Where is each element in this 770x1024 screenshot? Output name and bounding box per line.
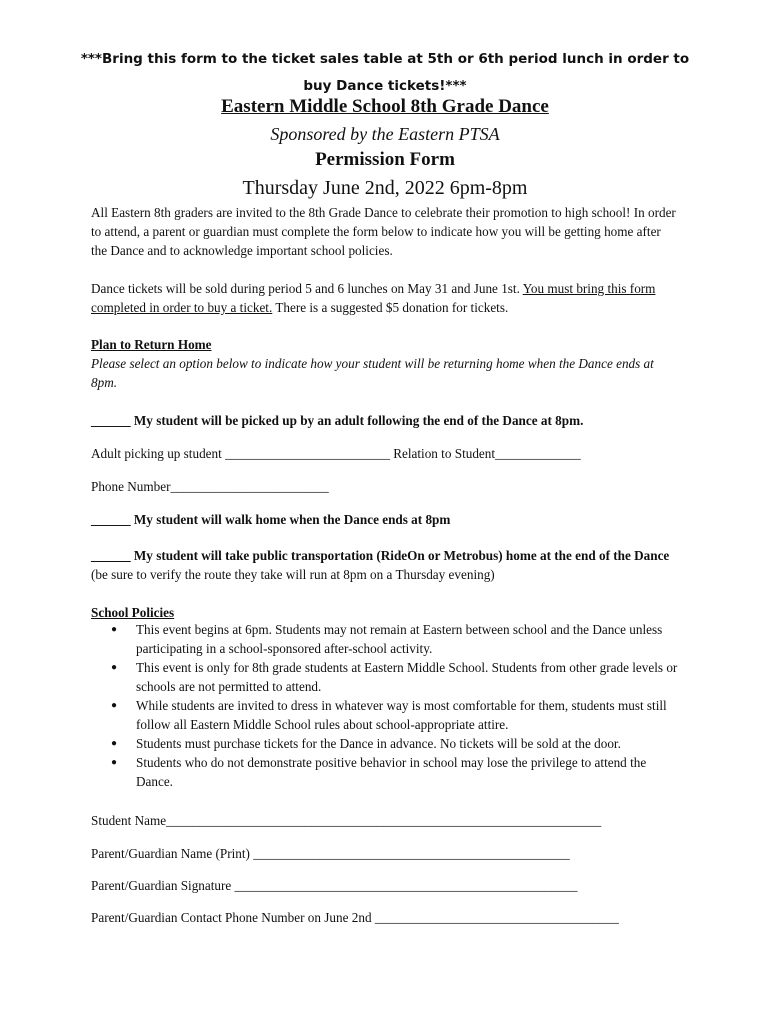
intro-paragraph-1: All Eastern 8th graders are invited to the 8th Grade Dance to celebrate their promotion to high school! In order to attend, a parent or guardian must complete the form below to indicate how you will be getting home after the Dance and to acknowledge important school policies. xyxy=(91,205,676,258)
guardian-phone-field[interactable]: Parent/Guardian Contact Phone Number on June 2nd _____________________________________ xyxy=(91,910,619,925)
return-home-instruction: Please select an option below to indicate how your student will be returning home when the Dance ends at 8pm. xyxy=(91,356,654,390)
ticket-sale-dates: Dance tickets will be sold during period 5 and 6 lunches on May 31 and June 1st. xyxy=(91,281,523,296)
ticket-notice-line-2: buy Dance tickets!*** xyxy=(303,78,467,94)
guardian-signature-field[interactable]: Parent/Guardian Signature ____________________________________________________ xyxy=(91,878,578,893)
student-name-field[interactable]: Student Name__________________________________________________________________ xyxy=(91,813,602,828)
policy-item: ● This event is only for 8th grade students at Eastern Middle School. Students from other grade levels or schools are not permitted to attend. xyxy=(91,658,681,696)
transit-note: (be sure to verify the route they take will run at 8pm on a Thursday evening) xyxy=(91,567,495,582)
transit-blank[interactable]: ______ xyxy=(91,548,131,563)
document-title: Eastern Middle School 8th Grade Dance xyxy=(221,96,549,117)
document-subtitle: Sponsored by the Eastern PTSA xyxy=(270,124,500,144)
option-public-transportation[interactable] xyxy=(91,546,679,584)
bring-form-requirement: You must bring this form completed in order to buy a ticket. xyxy=(91,281,656,315)
guardian-name-field[interactable]: Parent/Guardian Name (Print) ________________________________________________ xyxy=(91,846,570,861)
adult-pickup-fields[interactable]: Adult picking up student _________________________ Relation to Student_____________ xyxy=(91,446,581,461)
policy-item: ● Students who do not demonstrate positive behavior in school may lose the privilege to attend the Dance. xyxy=(91,753,681,791)
donation-note: There is a suggested $5 donation for tickets. xyxy=(272,300,509,315)
policy-item: ● This event begins at 6pm. Students may not remain at Eastern between school and the Dance unless participating in a school-sponsored after-school activity. xyxy=(91,620,681,658)
school-policies-list xyxy=(91,620,681,791)
option-picked-up[interactable]: ______ My student will be picked up by an adult following the end of the Dance at 8pm. xyxy=(91,413,584,428)
ticket-notice xyxy=(60,46,710,100)
return-home-heading: Plan to Return Home xyxy=(91,337,212,352)
intro-paragraph-2 xyxy=(91,279,679,317)
policy-item: ● Students must purchase tickets for the Dance in advance. No tickets will be sold at the door. xyxy=(91,734,681,753)
phone-number-field[interactable]: Phone Number________________________ xyxy=(91,479,329,494)
transit-label: My student will take public transportation (RideOn or Metrobus) home at the end of the Dance xyxy=(130,548,670,563)
policy-item: ● While students are invited to dress in whatever way is most comfortable for them, students must still follow all Eastern Middle School rules about school-appropriate attire. xyxy=(91,696,681,734)
ticket-notice-line-1: ***Bring this form to the ticket sales table at 5th or 6th period lunch in order to xyxy=(80,51,690,67)
event-date: Thursday June 2nd, 2022 6pm-8pm xyxy=(242,177,528,199)
school-policies-heading: School Policies xyxy=(91,605,175,620)
option-walk-home[interactable]: ______ My student will walk home when the Dance ends at 8pm xyxy=(91,512,451,527)
form-name: Permission Form xyxy=(315,149,455,170)
